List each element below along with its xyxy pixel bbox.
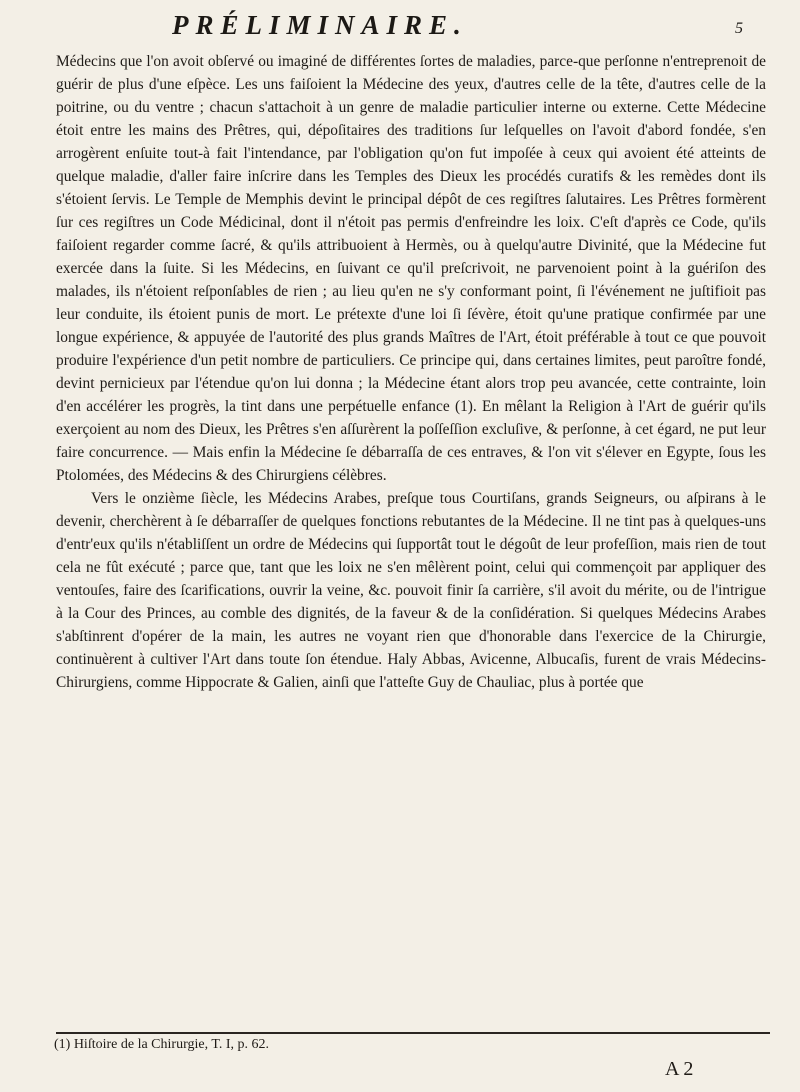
running-head bbox=[0, 8, 800, 48]
running-head-title: PRÉLIMINAIRE. bbox=[172, 10, 468, 40]
footnote: (1) Hiſtoire de la Chirurgie, T. I, p. 62. bbox=[54, 1037, 270, 1052]
page-number: 5 bbox=[735, 20, 743, 37]
body-text bbox=[56, 50, 766, 694]
paragraph-2: Vers le onzième ſiècle, les Médecins Arabes, preſque tous Courtiſans, grands Seigneurs, ou aſpirans à le devenir, cherchèrent à ſe débarraſſer de quelques fonctions rebutantes de la Médecine. Il ne tint pas à quelques-uns d'entr'eux qu'ils n'établiſſent un ordre de Médecins qui ſupportât tout le dégoût de leur profeſſion, mais rien de tout cela ne fût exécuté ; parce que, tant que les loix ne s'en mêlèrent point, celui qui commençoit par appliquer des ventouſes, faire des ſcarifications, ouvrir la veine, &c. pouvoit finir ſa carrière, s'il avoit du mérite, ou de l'intrigue à la Cour des Princes, au comble des dignités, de la faveur & de la conſidération. Si quelques Médecins Arabes s'abſtinrent d'opérer de la main, les autres ne voyant rien que d'honorable dans l'exercice de la Chirurgie, continuèrent à cultiver l'Art dans toute ſon étendue. Haly Abbas, Avicenne, Albucaſis, furent de vrais Médecins-Chirurgiens, comme Hippocrate & Galien, ainſi que l'atteſte Guy de Chauliac, plus à portée que bbox=[56, 490, 766, 691]
footnote-rule bbox=[56, 1032, 770, 1034]
paragraph-1: Médecins que l'on avoit obſervé ou imaginé de différentes ſortes de maladies, parce-que perſonne n'entreprenoit de guérir de plus d'une eſpèce. Les uns faiſoient la Médecine des yeux, d'autres celle de la tête, d'autres celle de la poitrine, ou du ventre ; chacun s'attachoit à un genre de maladie particulier interne ou externe. Cette Médecine étoit entre les mains des Prêtres, qui, dépoſitaires des traditions ſur leſquelles on l'avoit d'abord fondée, s'en arrogèrent enſuite tout-à fait l'intendance, par l'obligation qu'on fut impoſée à ceux qui avoient été atteints de quelque maladie, d'aller faire inſcrire dans les Temples des Dieux les procédés curatifs & les remèdes dont ils s'étoient ſervis. Le Temple de Memphis devint le principal dépôt de ces regiſtres ſalutaires. Les Prêtres formèrent ſur ces regiſtres un Code Médicinal, dont il n'étoit pas permis d'enfreindre les loix. C'eſt d'après ce Code, qu'ils faiſoient regarder comme ſacré, & qu'ils attribuoient à Hermès, ou à quelqu'autre Divinité, que la Médecine fut exercée dans la ſuite. Si les Médecins, en ſuivant ce qu'il preſcrivoit, ne parvenoient point à la guériſon des malades, ils n'étoient reſponſables de rien ; au lieu qu'en ne s'y conformant point, ſi l'événement ne juſtifioit pas leur conduite, ils étoient punis de mort. Le prétexte d'une loi ſi ſévère, étoit qu'une pratique confirmée par une longue expérience, & appuyée de l'autorité des plus grands Maîtres de l'Art, étoit préférable à tout ce que pouvoit produire l'expérience d'un petit nombre de particuliers. Ce principe qui, dans certaines limites, peut paroître fondé, devint pernicieux par l'étendue qu'on lui donna ; la Médecine étant alors trop peu avancée, cette contrainte, loin d'en accélérer les progrès, la tint dans une perpétuelle enfance (1). En mêlant la Religion à l'Art de guérir qu'ils exerçoient au nom des Dieux, les Prêtres s'en aſſurèrent la poſſeſſion excluſive, & perſonne, à cet égard, ne put leur faire concurrence. — Mais enfin la Médecine ſe débarraſſa de ces entraves, & l'on vit s'élever en Egypte, ſous les Ptolomées, des Médecins & des Chirurgiens célèbres. bbox=[56, 53, 766, 484]
signature-mark: A 2 bbox=[665, 1058, 694, 1080]
